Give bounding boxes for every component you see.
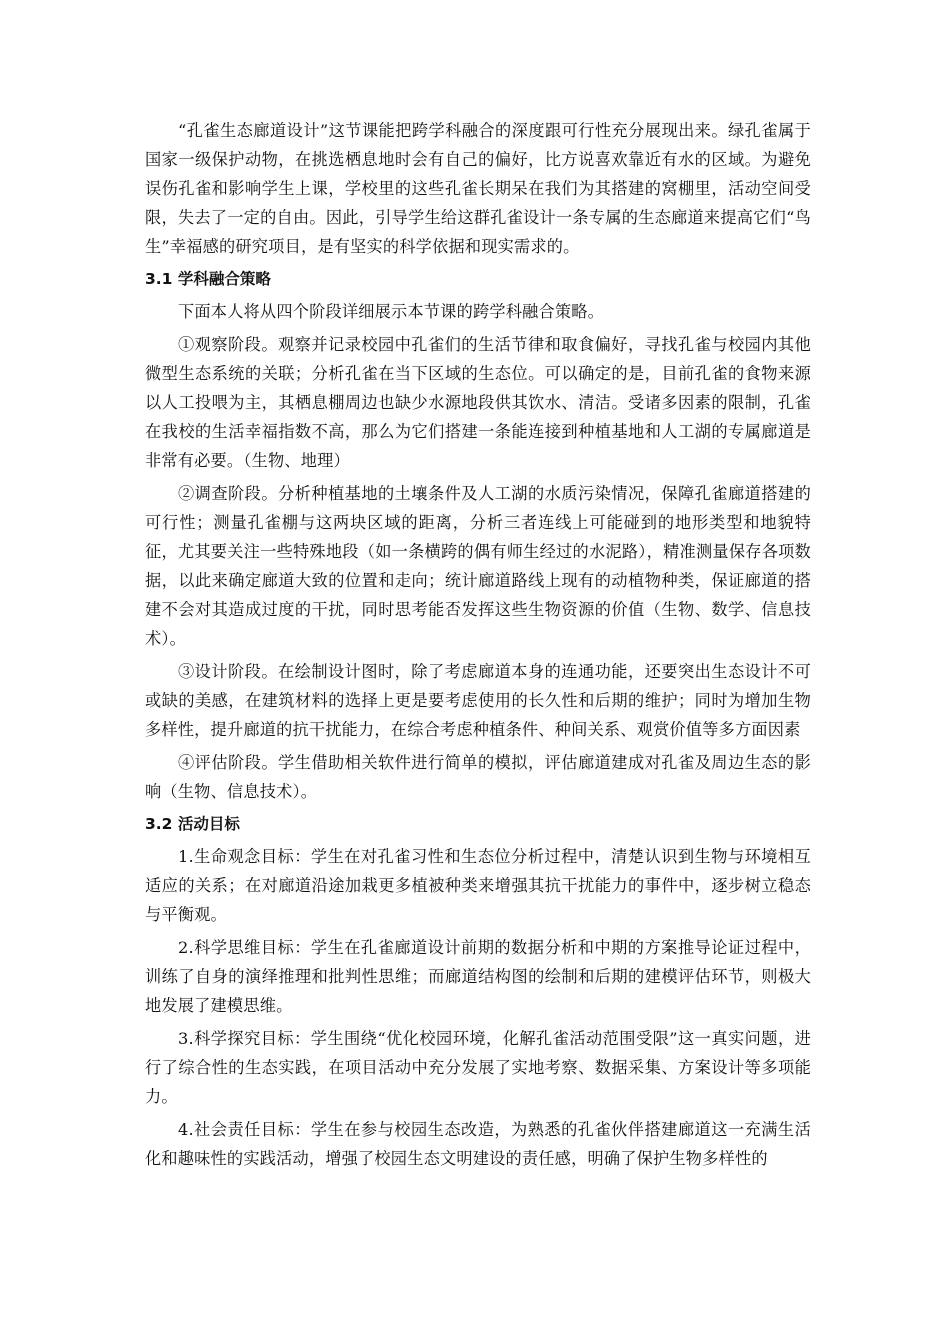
- document-page: [145, 116, 811, 1177]
- stage-evaluation-paragraph: ④评估阶段。学生借助相关软件进行简单的模拟，评估廊道建成对孔雀及周边生态的影响（生物、信息技术）。: [145, 753, 811, 801]
- stage-survey-paragraph: ②调查阶段。分析种植基地的土壤条件及人工湖的水质污染情况，保障孔雀廊道搭建的可行性；测量孔雀棚与这两块区域的距离，分析三者连线上可能碰到的地形类型和地貌特征，尤其要关注一些特殊地段（如一条横跨的偶有师生经过的水泥路），精准测量保存各项数据，以此来确定廊道大致的位置和走向；统计廊道路线上现有的动植物种类，保证廊道的搭建不会对其造成过度的干扰，同时思考能否发挥这些生物资源的价值（生物、数学、信息技术）。: [145, 484, 811, 648]
- goal-scientific-thinking-paragraph: 2.科学思维目标：学生在孔雀廊道设计前期的数据分析和中期的方案推导论证过程中，训练了自身的演绎推理和批判性思维；而廊道结构图的绘制和后期的建模评估环节，则极大地发展了建模思维。: [145, 938, 811, 1015]
- section-3-1-lead: 下面本人将从四个阶段详细展示本节课的跨学科融合策略。: [178, 302, 605, 321]
- intro-paragraph: “孔雀生态廊道设计”这节课能把跨学科融合的深度跟可行性充分展现出来。绿孔雀属于国家一级保护动物，在挑选栖息地时会有自己的偏好，比方说喜欢靠近有水的区域。为避免误伤孔雀和影响学生上课，学校里的这些孔雀长期呆在我们为其搭建的窝棚里，活动空间受限，失去了一定的自由。因此，引导学生给这群孔雀设计一条专属的生态廊道来提高它们“鸟生”幸福感的研究项目，是有坚实的科学依据和现实需求的。: [145, 121, 811, 256]
- section-heading-3-1: 3.1 学科融合策略: [145, 270, 271, 288]
- stage-observation-paragraph: ①观察阶段。观察并记录校园中孔雀们的生活节律和取食偏好，寻找孔雀与校园内其他微型生态系统的关联；分析孔雀在当下区域的生态位。可以确定的是，目前孔雀的食物来源以人工投喂为主，其栖息棚周边也缺少水源地段供其饮水、清洁。受诸多因素的限制，孔雀在我校的生活幸福指数不高，那么为它们搭建一条能连接到种植基地和人工湖的专属廊道是非常有必要。（生物、地理）: [145, 335, 811, 470]
- goal-scientific-inquiry-paragraph: 3.科学探究目标：学生围绕“优化校园环境，化解孔雀活动范围受限”这一真实问题，进行了综合性的生态实践，在项目活动中充分发展了实地考察、数据采集、方案设计等多项能力。: [145, 1029, 811, 1106]
- stage-design-paragraph: ③设计阶段。在绘制设计图时，除了考虑廊道本身的连通功能，还要突出生态设计不可或缺的美感，在建筑材料的选择上更是要考虑使用的长久性和后期的维护；同时为增加生物多样性，提升廊道的抗干扰能力，在综合考虑种植条件、种间关系、观赏价值等多方面因素: [145, 662, 811, 739]
- goal-life-concept-paragraph: 1.生命观念目标：学生在对孔雀习性和生态位分析过程中，清楚认识到生物与环境相互适应的关系；在对廊道沿途加栽更多植被种类来增强其抗干扰能力的事件中，逐步树立稳态与平衡观。: [145, 847, 811, 924]
- goal-social-responsibility-paragraph: 4.社会责任目标：学生在参与校园生态改造，为熟悉的孔雀伙伴搭建廊道这一充满生活化和趣味性的实践活动，增强了校园生态文明建设的责任感，明确了保护生物多样性的: [145, 1120, 811, 1168]
- section-heading-3-2: 3.2 活动目标: [145, 815, 240, 833]
